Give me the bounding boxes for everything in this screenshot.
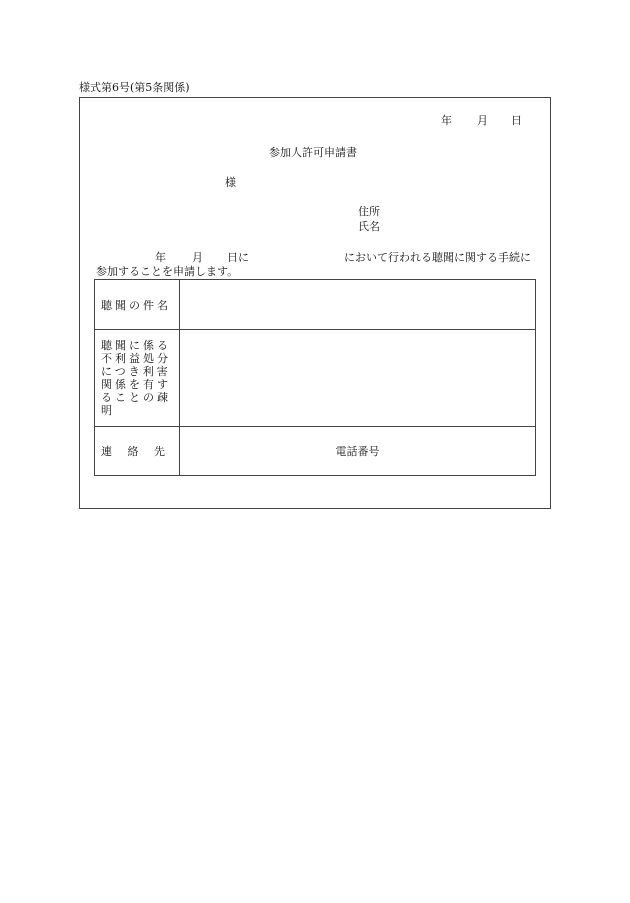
hearing-subject-label-cell	[95, 280, 180, 330]
addressee-suffix: 様	[225, 176, 236, 189]
contact-label	[101, 443, 165, 459]
body-text-line1: において行われる聴聞に関する手続に	[344, 251, 531, 264]
table-row	[95, 280, 536, 330]
date-line	[441, 114, 531, 128]
hearing-subject-label: 聴聞の件名	[101, 298, 171, 312]
document-title: 参加人許可申請書	[269, 146, 357, 159]
contact-label-cell	[95, 427, 180, 476]
form-number: 様式第6号(第5条関係)	[79, 81, 190, 94]
interest-field[interactable]	[180, 330, 536, 427]
application-day: 日に	[227, 251, 249, 264]
table-row	[95, 330, 536, 427]
application-date	[155, 251, 255, 265]
application-year: 年	[155, 251, 166, 264]
date-month: 月	[477, 114, 488, 127]
interest-label: 聴聞に係る不利益処分につき利害関係を有することの疎明	[101, 339, 171, 417]
hearing-subject-field[interactable]	[180, 280, 536, 330]
application-table	[94, 279, 536, 476]
contact-label-char-1: 連	[101, 445, 112, 458]
address-label: 住所	[358, 205, 380, 218]
body-text-line2: 参加することを申請します。	[96, 265, 239, 278]
phone-label: 電話番号	[335, 445, 380, 458]
interest-label-cell	[95, 330, 180, 427]
application-month: 月	[192, 251, 203, 264]
date-year: 年	[441, 114, 452, 127]
date-day: 日	[511, 114, 522, 127]
contact-label-char-3: 先	[154, 445, 165, 458]
contact-field[interactable]	[180, 427, 536, 476]
contact-label-char-2: 絡	[127, 445, 139, 458]
table-row	[95, 427, 536, 476]
name-label: 氏名	[358, 220, 380, 233]
